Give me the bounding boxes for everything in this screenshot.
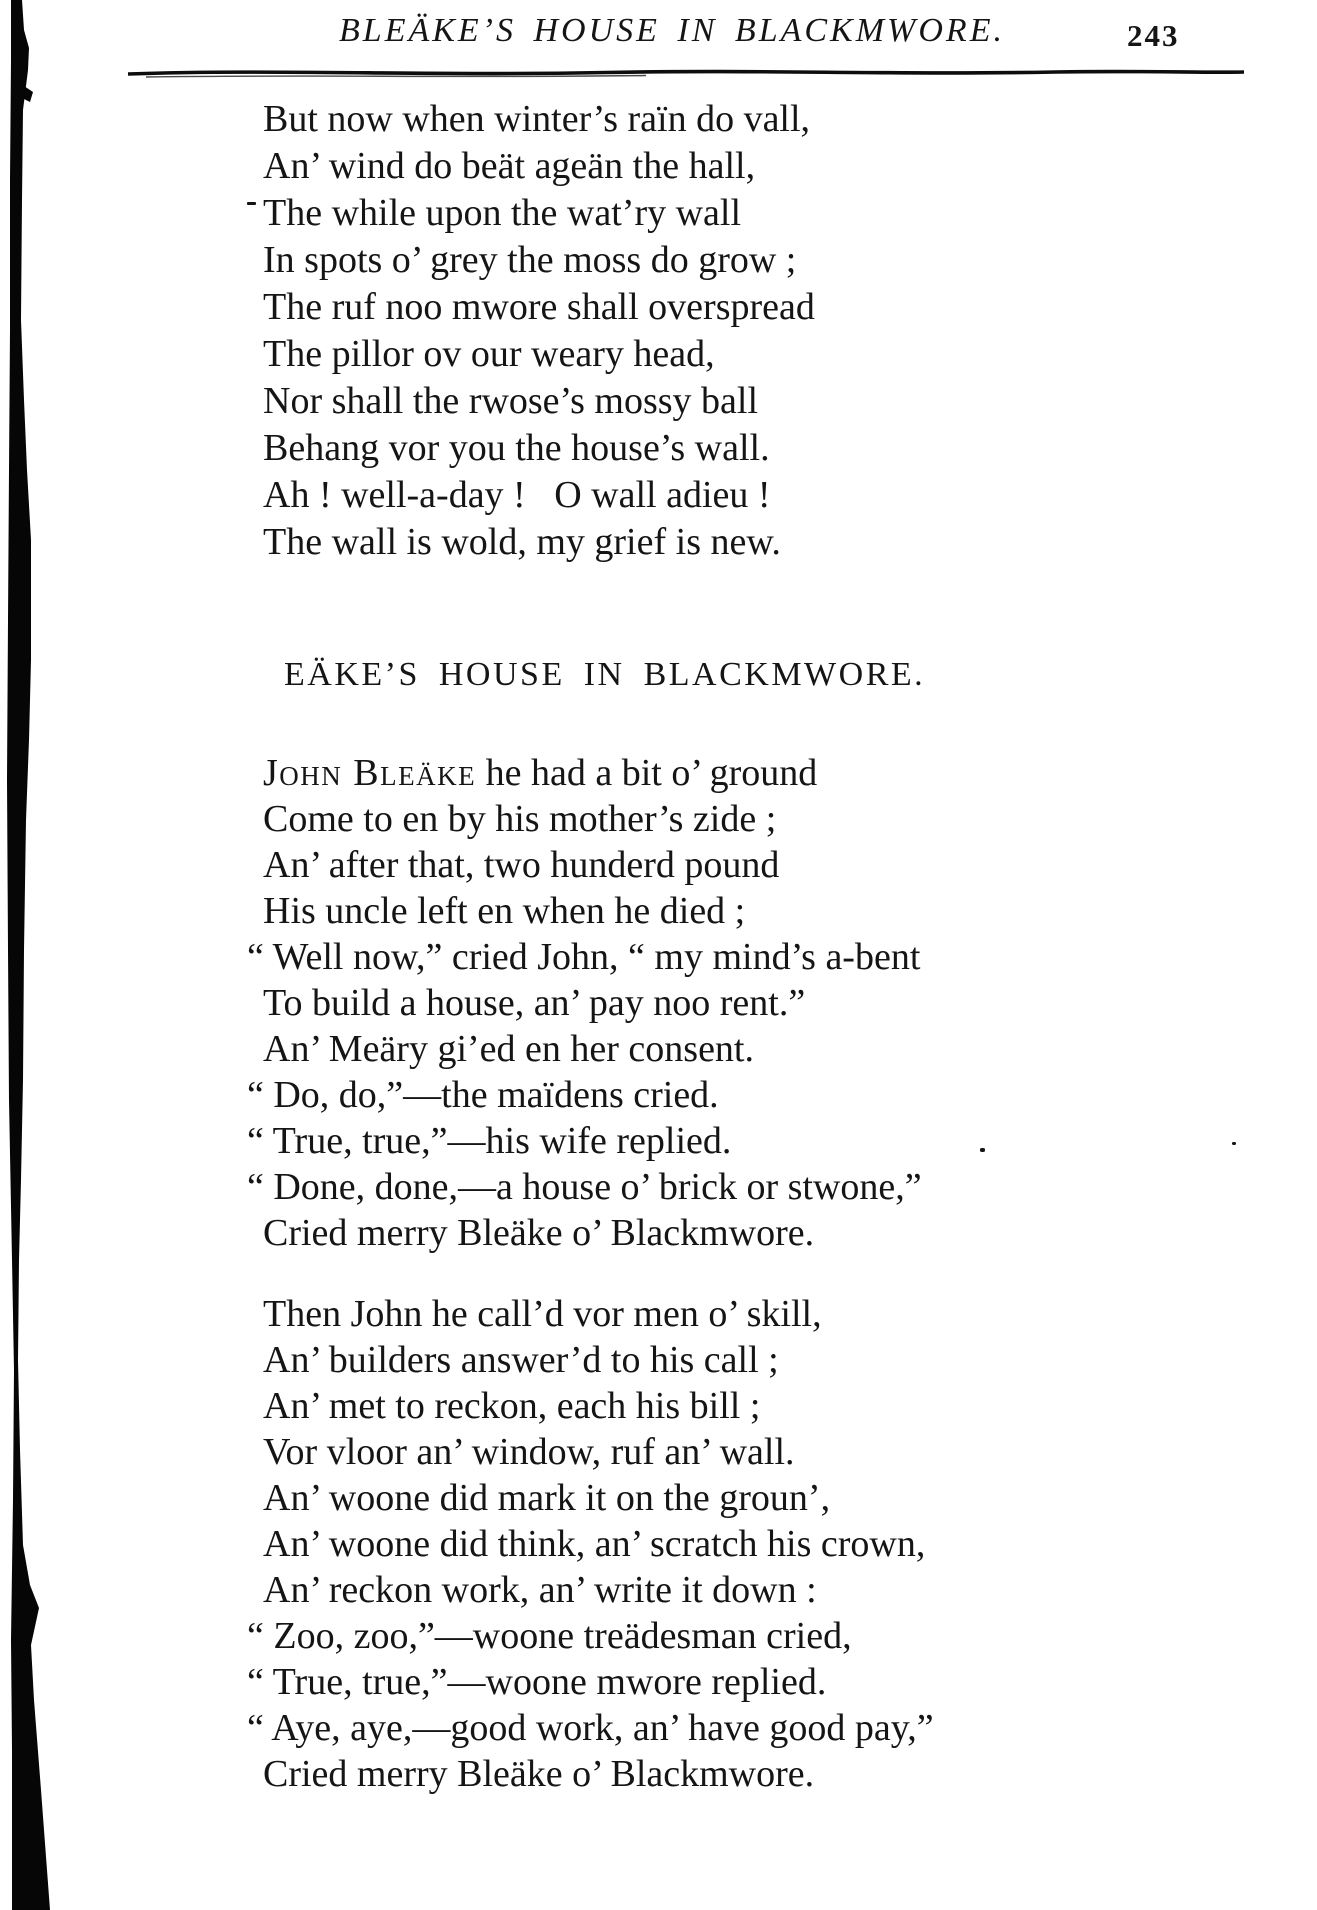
poem-line: “ Zoo, zoo,”—woone treädesman cried,	[247, 1615, 852, 1657]
poem-line: But now when winter’s raïn do vall,	[263, 98, 811, 140]
poem-line: The ruf noo mwore shall overspread	[263, 286, 815, 328]
running-header-title: BLEÄKE’S HOUSE IN BLACKMWORE.	[339, 12, 1005, 49]
poem-line: An’ woone did think, an’ scratch his crown,	[263, 1523, 926, 1565]
poem-line: “ True, true,”—his wife replied.	[247, 1120, 732, 1162]
poem-line: Nor shall the rwose’s mossy ball	[263, 380, 759, 422]
ink-speck	[247, 202, 256, 205]
poem-smallcaps-name: John Bleäke	[263, 752, 477, 794]
poem-line: “ Done, done,—a house o’ brick or stwone,”	[247, 1166, 922, 1208]
poem-line: The while upon the wat’ry wall	[263, 192, 742, 234]
poem-line: The pillor ov our weary head,	[263, 333, 715, 375]
poem-line: An’ reckon work, an’ write it down :	[263, 1569, 817, 1611]
poem-line: An’ woone did mark it on the groun’,	[263, 1477, 831, 1519]
stanza-continuation	[263, 96, 815, 566]
poem-line: Behang vor you the house’s wall.	[263, 427, 770, 469]
poem-line: Cried merry Bleäke o’ Blackmwore.	[263, 1212, 815, 1254]
poem-line: An’ wind do beät ageän the hall,	[263, 145, 756, 187]
poem-line: An’ Meäry gi’ed en her consent.	[263, 1028, 754, 1070]
stanza-first	[247, 750, 922, 1256]
poem-line: Then John he call’d vor men o’ skill,	[263, 1293, 822, 1335]
poem-line: The wall is wold, my grief is new.	[263, 521, 781, 563]
stanza-second	[247, 1291, 934, 1797]
poem-line: An’ builders answer’d to his call ;	[263, 1339, 779, 1381]
poem-line: Come to en by his mother’s zide ;	[263, 798, 777, 840]
poem-title: EÄKE’S HOUSE IN BLACKMWORE.	[284, 656, 926, 693]
poem-line: “ Do, do,”—the maïdens cried.	[247, 1074, 719, 1116]
header-rule	[126, 66, 1246, 80]
poem-line: His uncle left en when he died ;	[263, 890, 746, 932]
poem-line: “ Aye, aye,—good work, an’ have good pay,”	[247, 1707, 934, 1749]
ink-speck	[980, 1148, 985, 1152]
binding-edge-shadow	[0, 0, 100, 1910]
poem-line-opening	[263, 750, 922, 796]
poem-line: Vor vloor an’ window, ruf an’ wall.	[263, 1431, 795, 1473]
poem-line: To build a house, an’ pay noo rent.”	[263, 982, 806, 1024]
poem-line-rest: he had a bit o’ ground	[476, 752, 818, 794]
poem-line: In spots o’ grey the moss do grow ;	[263, 239, 797, 281]
page-number: 243	[1127, 18, 1180, 53]
poem-line: Cried merry Bleäke o’ Blackmwore.	[263, 1753, 815, 1795]
ink-speck	[1232, 1142, 1236, 1145]
poem-line: “ Well now,” cried John, “ my mind’s a-bent	[247, 936, 921, 978]
poem-line: An’ after that, two hunderd pound	[263, 844, 780, 886]
poem-line: Ah ! well-a-day ! O wall adieu !	[263, 474, 771, 516]
poem-line: An’ met to reckon, each his bill ;	[263, 1385, 761, 1427]
poem-line: “ True, true,”—woone mwore replied.	[247, 1661, 827, 1703]
